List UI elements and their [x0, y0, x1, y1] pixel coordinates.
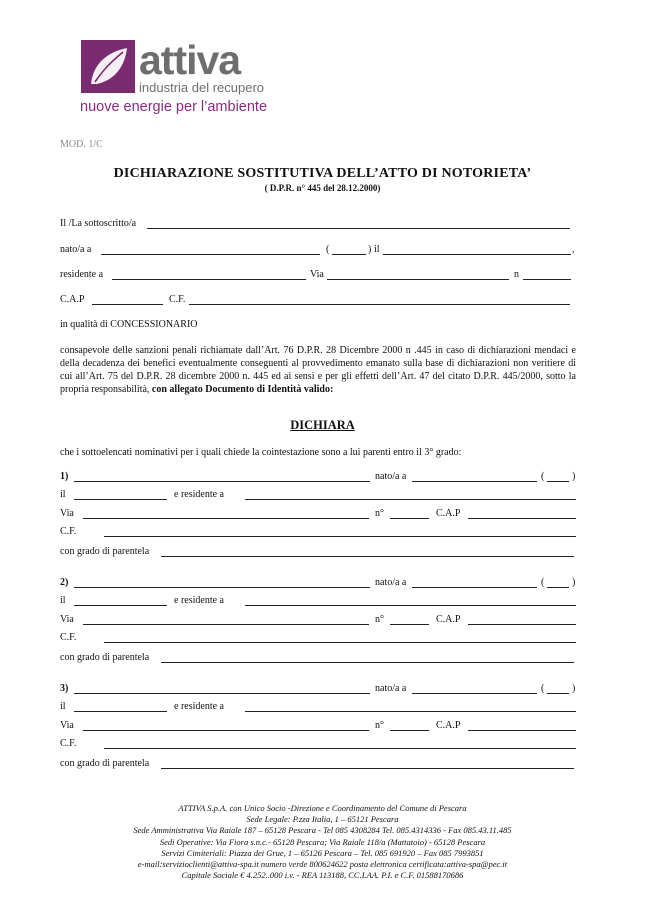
entry-residente-label: e residente a [174, 489, 224, 500]
entry-province-field[interactable] [547, 587, 569, 588]
entry-birthplace-field[interactable] [412, 481, 537, 482]
entry-birthdate-field[interactable] [74, 605, 167, 606]
cap-field[interactable] [92, 304, 163, 305]
luogo-nascita-field[interactable] [101, 254, 320, 255]
entry-num-label: n° [375, 508, 384, 519]
n-label: n [514, 269, 519, 280]
entry-residence-field[interactable] [245, 499, 576, 500]
entry-name-field[interactable] [74, 587, 370, 588]
entry-cap-label: C.A.P [436, 720, 461, 731]
logo-tagline: nuove energie per l’ambiente [80, 99, 268, 115]
via-field[interactable] [327, 279, 509, 280]
entry-birthdate-field[interactable] [74, 711, 167, 712]
page-subtitle: ( D.P.R. n° 445 del 28.12.2000) [264, 183, 381, 193]
sottoscritto-label: Il /La sottoscritto/a [60, 218, 137, 229]
entry-province-field[interactable] [547, 481, 569, 482]
footer-line: e-mail:servizioclienti@attiva-spa.it numero verde 800624622 posta elettronica certificata:attiva-spa@pec.it [137, 859, 508, 870]
entry-num-label: n° [375, 720, 384, 731]
entry-cf-field[interactable] [104, 536, 576, 537]
entry-residente-label: e residente a [174, 595, 224, 606]
entry-cap-label: C.A.P [436, 508, 461, 519]
entry-residence-field[interactable] [245, 711, 576, 712]
entry-cap-field[interactable] [468, 518, 576, 519]
civico-field[interactable] [523, 279, 571, 280]
footer-line: Sede Amministrativa Via Raiale 187 – 65128 Pescara - Tel 085 4308284 Tel. 085.4314336 - Fax 085.43.11.485 [133, 825, 512, 836]
entry-il-label: il [60, 489, 66, 500]
paren-open: ( [326, 244, 330, 255]
entry-birthplace-field[interactable] [412, 693, 537, 694]
entry-il-label: il [60, 595, 66, 606]
entry-cf-label: C.F. [60, 738, 77, 749]
entry-nato-label: nato/a a [375, 683, 407, 694]
provincia-nascita-field[interactable] [332, 254, 366, 255]
entry-via-field[interactable] [83, 730, 369, 731]
entry-num-label: n° [375, 614, 384, 625]
cf-label: C.F. [169, 294, 186, 305]
entry-number: 3) [60, 683, 69, 694]
footer-line: Capitale Sociale € 4.252..000 i.v. - REA 113188, CC.I.AA. P.I. e C.F. 01588170686 [181, 870, 464, 881]
entry-cap-label: C.A.P [436, 614, 461, 625]
entry-grado-field[interactable] [161, 768, 574, 769]
entry-residence-field[interactable] [245, 605, 576, 606]
entry-civico-field[interactable] [390, 730, 429, 731]
attiva-logo-mark [81, 40, 135, 93]
entry-grado-label: con grado di parentela [60, 758, 150, 769]
footer-line: Servizi Cimiteriali: Piazza dei Grue, 1 – 65126 Pescara – Tel. 085 691920 – Fax 085 7993851 [161, 847, 484, 858]
entry-number: 1) [60, 471, 69, 482]
entry-name-field[interactable] [74, 481, 370, 482]
entry-nato-label: nato/a a [375, 577, 407, 588]
entry-via-label: Via [60, 508, 74, 519]
cf-field[interactable] [189, 304, 570, 305]
entry-name-field[interactable] [74, 693, 370, 694]
qualita-text: in qualità di CONCESSIONARIO [60, 319, 198, 330]
entry-nato-label: nato/a a [375, 471, 407, 482]
entry-cf-label: C.F. [60, 526, 77, 537]
footer-line: ATTIVA S.p.A. con Unico Socio -Direzione e Coordinamento del Comune di Pescara [178, 803, 467, 813]
entry-via-field[interactable] [83, 518, 369, 519]
intro-text: che i sottoelencati nominativi per i quali chiede la cointestazione sono a lui parenti entro il 3° grado: [60, 447, 462, 458]
paren-close: ) [368, 244, 372, 255]
entry-grado-field[interactable] [161, 662, 574, 663]
consapevole-paragraph [60, 344, 576, 396]
consapevole-bold-text: con allegato Documento di Identità valido: [151, 384, 334, 395]
page-title: DICHIARAZIONE SOSTITUTIVA DELL’ATTO DI NOTORIETA’ [113, 166, 532, 181]
consapevole-text: consapevole delle sanzioni penali richiamate dall’Art. 76 D.P.R. 28 Dicembre 2000 n .445 in caso di dichiarazioni mendaci e della decadenza dei benefici eventualmente conseguenti al provvedimento emanato sulla base di dichiarazioni non veritiere di cui all’Art. 75 del D.P.R. 28 dicembre 2000 n. 445 ed ai sensi e per gli effetti dell’Art. 47 del citato D.P.R. 445/2000, sotto la propria responsabilità, [60, 345, 576, 395]
entry-province-field[interactable] [547, 693, 569, 694]
il-label: il [374, 244, 380, 255]
entry-civico-field[interactable] [390, 518, 429, 519]
comma: , [572, 244, 575, 255]
footer-line: Sede Legale: P.zza Italia, 1 – 65121 Pescara [246, 814, 399, 825]
nato-label: nato/a a [60, 244, 92, 255]
entry-cf-field[interactable] [104, 642, 576, 643]
entry-il-label: il [60, 701, 66, 712]
entry-number: 2) [60, 577, 69, 588]
entry-paren-close: ) [572, 683, 576, 694]
logo-subtitle: industria del recupero [139, 80, 265, 95]
form-code: MOD. 1/C [60, 139, 103, 150]
entry-via-field[interactable] [83, 624, 369, 625]
residenza-field[interactable] [112, 279, 306, 280]
entry-paren-close: ) [572, 471, 576, 482]
entry-via-label: Via [60, 614, 74, 625]
entry-cf-label: C.F. [60, 632, 77, 643]
entry-paren-open: ( [541, 683, 545, 694]
entry-civico-field[interactable] [390, 624, 429, 625]
residente-label: residente a [60, 269, 104, 280]
entry-grado-field[interactable] [161, 556, 574, 557]
entry-cf-field[interactable] [104, 748, 576, 749]
dichiara-heading: DICHIARA [290, 418, 355, 432]
via-label: Via [310, 269, 324, 280]
entry-paren-open: ( [541, 577, 545, 588]
entry-birthdate-field[interactable] [74, 499, 167, 500]
entry-grado-label: con grado di parentela [60, 652, 150, 663]
entry-residente-label: e residente a [174, 701, 224, 712]
entry-paren-open: ( [541, 471, 545, 482]
footer-line: Sedi Operative: Via Fiora s.n.c.- 65128 Pescara; Via Raiale 118/a (Mattatoio) - 65128 Pescara [159, 836, 486, 847]
entry-paren-close: ) [572, 577, 576, 588]
entry-cap-field[interactable] [468, 624, 576, 625]
cap-label: C.A.P [60, 294, 85, 305]
data-nascita-field[interactable] [383, 254, 571, 255]
entry-grado-label: con grado di parentela [60, 546, 150, 557]
entry-via-label: Via [60, 720, 74, 731]
footer [0, 803, 645, 881]
logo-wordmark: attiva [139, 37, 241, 83]
entry-birthplace-field[interactable] [412, 587, 537, 588]
entry-cap-field[interactable] [468, 730, 576, 731]
sottoscritto-field[interactable] [147, 228, 570, 229]
